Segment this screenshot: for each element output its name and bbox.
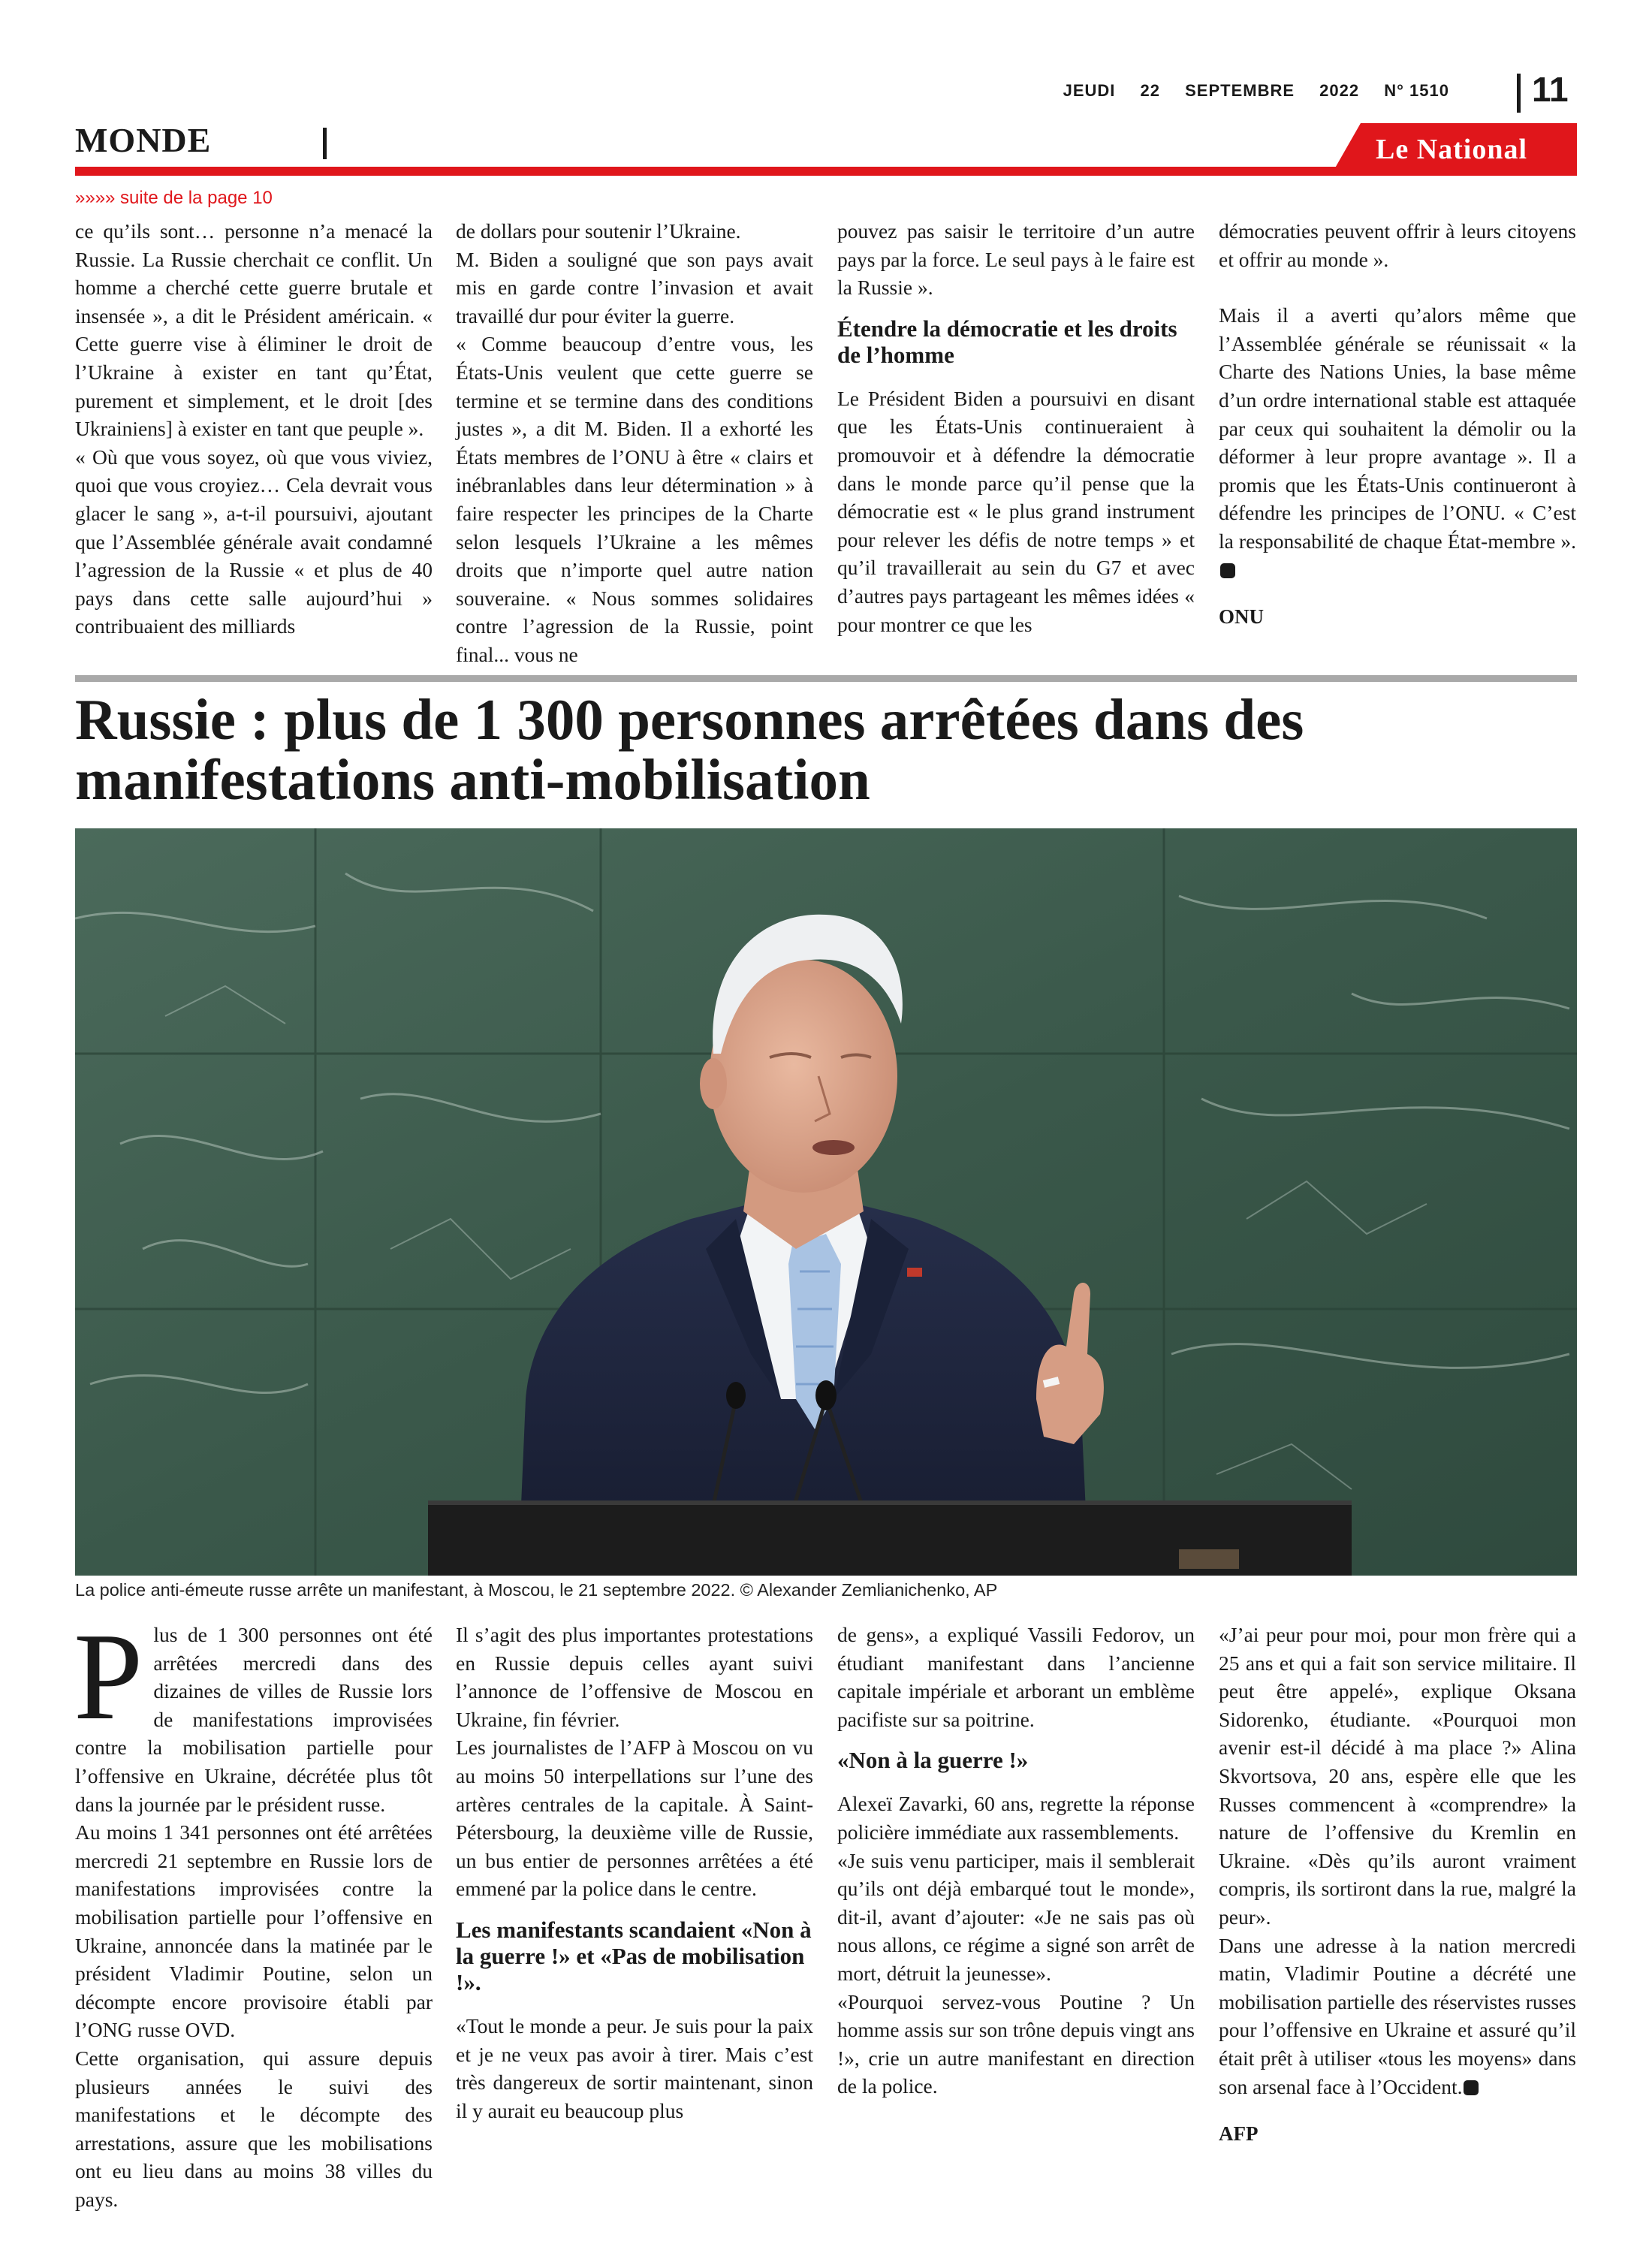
- paragraph: Alexeï Zavarki, 60 ans, regrette la réponse policière immédiate aux rassemblements.: [837, 1792, 1195, 1844]
- paragraph: [74, 1607, 433, 1818]
- paragraph: « Comme beaucoup d’entre vous, les États-Unis veulent que cette guerre se termine et se termine dans des conditions justes », a dit M. Biden. Il a exhorté les États membres de l’ONU à être « clairs et inébranlables dans leur détermination » à faire respecter les principes de la Charte selon lesquels l’Ukraine a les mêmes droits que n’importe quel autre nation souveraine. « Nous sommes solidaires contre l’agression de la Russie, point final... vous ne: [456, 332, 813, 666]
- paragraph: M. Biden a souligné que son pays avait mis en garde contre l’invasion et avait travaillé dur pour éviter la guerre.: [456, 247, 813, 327]
- continued-from: »»»» suite de la page 10: [75, 188, 273, 208]
- paragraph: démocraties peuvent offrir à leurs citoyens et offrir au monde ».: [1219, 219, 1576, 271]
- dateline: [1044, 81, 1449, 101]
- paragraph-text: lus de 1 300 personnes ont été arrêtées mercredi dans des dizaines de villes de Russie lors de manifestations improvisées contre la mobilisation partielle pour l’offensive en Ukraine, décrétée plus tôt dans la journée par le président russe.: [75, 1623, 433, 1816]
- main-article-col-2: [456, 1621, 813, 2125]
- article-headline: Russie : plus de 1 300 personnes arrêtées dans des manifestations anti-mobilisation: [75, 687, 1304, 812]
- paragraph: «J’ai peur pour moi, pour mon frère qui a 25 ans et qui a fait son service militaire. Il peut être appelé», explique Oksana Sidorenko, étudiante. «Pourquoi mon avenir est-il décidé à ma place ?» Alina Skvortsova, 20 ans, espère elle que les Russes commencent à «comprendre» la nature de l’offensive du Kremlin en Ukraine. «Dès qu’ils auront vraiment compris, ils sortiront dans la rue, malgré la peur».: [1219, 1623, 1576, 1929]
- paragraph-text: Mais il a averti qu’alors même que l’Assemblée générale se réunissait « la Charte des Nations Unies, la base même d’un ordre international stable est attaquée par ceux qui souhaitent la démolir ou la déformer à leur propre avantage ». Il a promis que les États-Unis continueront à défendre les principes de l’ONU. « C’est la responsabilité de chaque État-membre ».: [1219, 303, 1576, 553]
- top-article-col-4: [1219, 217, 1576, 632]
- paragraph: «Tout le monde a peur. Je suis pour la paix et je ne veux pas avoir à tirer. Mais c’est très dangereux de sortir maintenant, sinon il y aurait eu beaucoup plus: [456, 2013, 813, 2122]
- photo-illustration: [75, 828, 1577, 1576]
- paragraph: Les journalistes de l’AFP à Moscou on vu au moins 50 interpellations sur l’une des artères centrales de la capitale. À Saint-Pétersbourg, la deuxième ville de Russie, un bus entier de personnes arrêtées a été emmené par la police dans le centre.: [456, 1736, 813, 1901]
- dateline-month: SEPTEMBRE: [1185, 81, 1295, 100]
- top-article-col-3: [837, 217, 1195, 638]
- paragraph: de gens», a expliqué Vassili Fedorov, un étudiant manifestant dans l’ancienne capitale impériale et arborant un emblème pacifiste sur sa poitrine.: [837, 1623, 1195, 1731]
- paragraph: de dollars pour soutenir l’Ukraine.: [456, 219, 741, 243]
- brand-name: Le National: [1376, 134, 1528, 165]
- section-divider: [323, 128, 327, 159]
- top-article-col-1: [75, 217, 433, 641]
- main-article-col-3: [837, 1621, 1195, 2101]
- paragraph: Au moins 1 341 personnes ont été arrêtées mercredi 21 septembre en Russie lors de manifestations improvisées contre la mobilisation partielle pour l’offensive en Ukraine, annoncée dans la matinée par le président Vladimir Poutine, selon un décompte encore provisoire établi par l’ONG russe OVD.: [75, 1820, 433, 2042]
- paragraph: Il s’agit des plus importantes protestations en Russie depuis celles ayant suivi l’annonce de l’offensive de Moscou en Ukraine, fin février.: [456, 1623, 813, 1731]
- article-signature: AFP: [1219, 2122, 1259, 2146]
- subheading: «Non à la guerre !»: [837, 1747, 1029, 1774]
- paragraph: « Où que vous soyez, où que vous viviez, quoi que vous croyiez… Cela devrait vous glacer le sang », a-t-il poursuivi, ajoutant que l’Assemblée générale avait condamné l’agression de la Russie « et plus de 40 pays dans cette salle aujourd’hui » contribuaient des milliards: [75, 445, 433, 638]
- page-number-rule: [1517, 74, 1521, 113]
- dateline-date: 22: [1140, 81, 1160, 100]
- paragraph: [1219, 301, 1576, 584]
- paragraph: [1219, 1932, 1576, 2101]
- paragraph: ce qu’ils sont… personne n’a menacé la Russie. La Russie cherchait ce conflit. Un homme a cherché cette guerre brutale et insensée », a dit le Président américain. « Cette guerre vise à éliminer le droit de l’Ukraine à exister en tant qu’État, purement et simplement, et le droit [des Ukrainiens] à exister en tant que peuple ».: [75, 219, 433, 441]
- paragraph: «Pourquoi servez-vous Poutine ? Un homme assis sur son trône depuis vingt ans !», crie un autre manifestant en direction de la police.: [837, 1989, 1195, 2098]
- issue-number: N° 1510: [1384, 81, 1449, 100]
- paragraph: «Je suis venu participer, mais il semblerait qu’ils ont déjà embarqué tout le monde», dit-il, avant d’ajouter: «Je ne sais pas où nous allons, ce régime a signé son arrêt de mort, détruit la jeunesse».: [837, 1848, 1195, 1985]
- dateline-year: 2022: [1319, 81, 1360, 100]
- paragraph: pouvez pas saisir le territoire d’un autre pays par la force. Le seul pays à le faire est la Russie ».: [837, 219, 1195, 300]
- dateline-day: JEUDI: [1063, 81, 1116, 100]
- subheading: Les manifestants scandaient «Non à la guerre !» et «Pas de mobilisation !».: [456, 1916, 812, 1995]
- main-article-col-1: [74, 1607, 433, 2213]
- paragraph: Le Président Biden a poursuivi en disant que les États-Unis continueraient à promouvoir et à défendre la démocratie dans le monde parce qu’il pense que la démocratie est « le plus grand instrument pour relever les défis de notre temps » et qu’il travaillerait au sein du G7 et avec d’autres pays partageant les mêmes idées « pour montrer ce que les: [837, 386, 1195, 636]
- article-signature: ONU: [1219, 605, 1264, 629]
- top-article-col-2: [456, 217, 813, 669]
- end-of-article-icon: [1220, 563, 1235, 578]
- article-photo: [75, 828, 1577, 1576]
- subheading: Étendre la démocratie et les droits de l’homme: [837, 315, 1177, 368]
- paragraph-text: Dans une adresse à la nation mercredi matin, Vladimir Poutine a décrété une mobilisation partielle des réservistes russes pour l’offensive en Ukraine et assuré qu’il était prêt à utiliser «tous les moyens» dans son arsenal face à l’Occident.: [1219, 1933, 1576, 2098]
- end-of-article-icon: [1464, 2080, 1479, 2095]
- main-article-col-4: [1219, 1621, 1576, 2149]
- section-title: MONDE: [75, 121, 212, 159]
- paragraph: Cette organisation, qui assure depuis plusieurs années le suivi des manifestations et le décompte des arrestations, assure que les mobilisations ont eu lieu dans au moins 38 villes du pays.: [75, 2046, 433, 2211]
- article-divider: [75, 675, 1577, 682]
- page-number: 11: [1532, 70, 1569, 109]
- photo-caption: La police anti-émeute russe arrête un manifestant, à Moscou, le 21 septembre 2022. © Alexander Zemlianichenko, AP: [75, 1580, 998, 1600]
- drop-cap: P: [74, 1607, 143, 1745]
